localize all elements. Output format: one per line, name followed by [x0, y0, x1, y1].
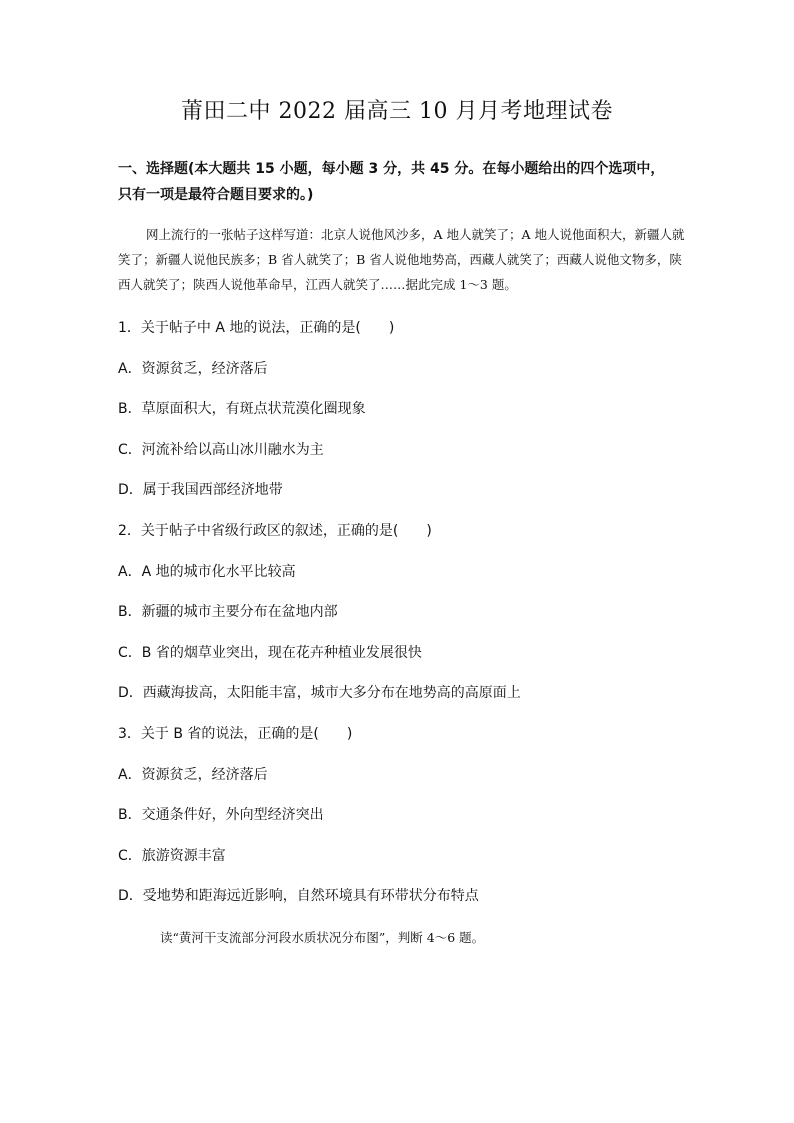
question-2-stem: 2．关于帖子中省级行政区的叙述，正确的是( )	[118, 523, 432, 539]
exam-title: 莆田二中 2022 届高三 10 月月考地理试卷	[181, 99, 613, 124]
question-2-option-c: C．B 省的烟草业突出，现在花卉种植业发展很快	[118, 645, 422, 661]
question-1-option-a: A．资源贫乏，经济落后	[118, 361, 268, 377]
section-heading: 一、选择题(本大题共 15 小题，每小题 3 分，共 45 分。在每小题给出的四个选项中，只有一项是最符合题目要求的。)	[118, 161, 665, 203]
reading-note: 读“黄河干支流部分河段水质状况分布图”，判断 4～6 题。	[160, 930, 485, 945]
question-2-option-a: A．A 地的城市化水平比较高	[118, 564, 296, 580]
question-1-option-b: B．草原面积大，有斑点状荒漠化圈现象	[118, 401, 366, 417]
question-1-option-c: C．河流补给以高山冰川融水为主	[118, 442, 324, 458]
question-3-option-c: C．旅游资源丰富	[118, 848, 226, 864]
question-1-stem: 1．关于帖子中 A 地的说法，正确的是( )	[118, 320, 395, 336]
reading-passage	[118, 222, 688, 297]
question-2-option-b: B．新疆的城市主要分布在盆地内部	[118, 604, 338, 620]
question-2-option-d: D．西藏海拔高，太阳能丰富，城市大多分布在地势高的高原面上	[118, 685, 521, 701]
question-3-option-a: A．资源贫乏，经济落后	[118, 767, 268, 783]
passage-text: 网上流行的一张帖子这样写道：北京人说他风沙多，A 地人就笑了；A 地人说他面积大，新疆人就笑了；新疆人说他民族多；B 省人就笑了；B 省人说他地势高，西藏人就笑了；西藏人说他文物多，陕西人就笑了；陕西人说他革命早，江西人就笑了……据此完成 1～3 题。	[118, 227, 685, 292]
question-3-option-b: B．交通条件好，外向型经济突出	[118, 807, 324, 823]
question-3-option-d: D．受地势和距海远近影响，自然环境具有环带状分布特点	[118, 888, 479, 904]
question-1-option-d: D．属于我国西部经济地带	[118, 482, 283, 498]
question-3-stem: 3．关于 B 省的说法，正确的是( )	[118, 726, 353, 742]
